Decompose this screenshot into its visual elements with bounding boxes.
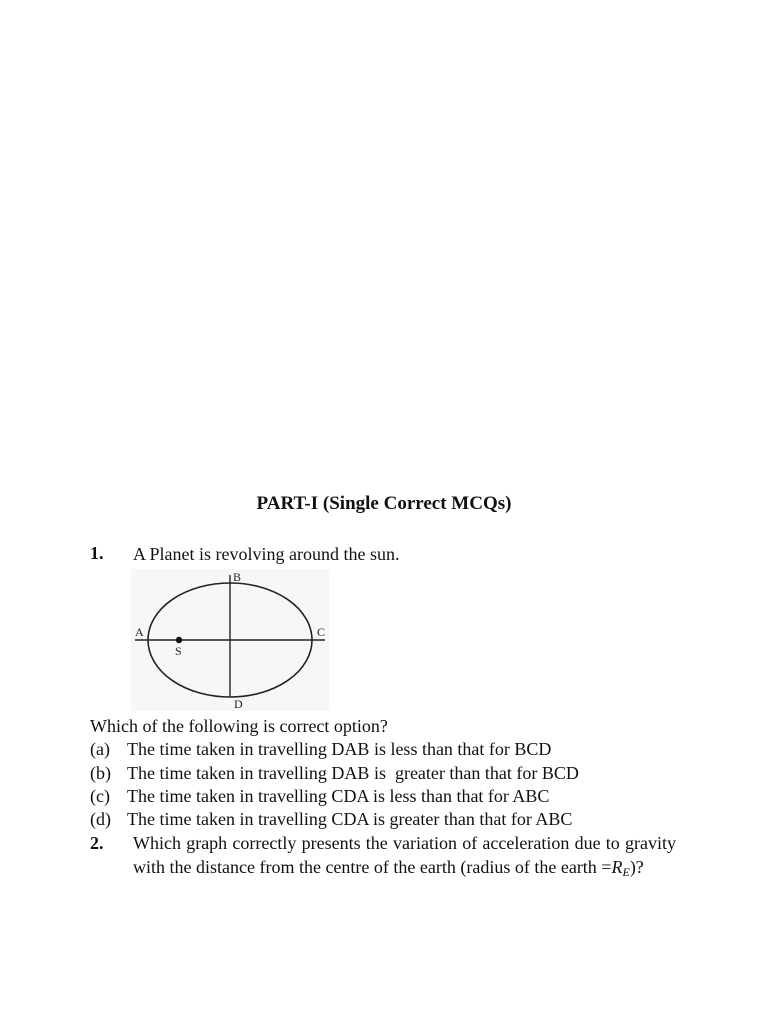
question-2-main-text: Which graph correctly presents the variation of acceleration due to gravity with the distance from the centre of the earth (radius of the earth = xyxy=(133,833,676,877)
planet-orbit-figure xyxy=(131,569,329,711)
option-d-text: The time taken in travelling CDA is greater than that for ABC xyxy=(127,809,573,829)
option-b xyxy=(90,763,579,784)
option-b-text: The time taken in travelling DAB is greater than that for BCD xyxy=(127,763,579,783)
label-a: A xyxy=(135,625,144,639)
question-1-stem: Which of the following is correct option? xyxy=(90,716,388,736)
section-heading: PART-I (Single Correct MCQs) xyxy=(256,493,512,514)
option-d xyxy=(90,809,572,830)
option-c xyxy=(90,786,549,807)
option-b-label: (b) xyxy=(90,763,111,783)
question-2-text xyxy=(133,832,676,884)
label-s: S xyxy=(175,644,182,658)
radius-symbol: R xyxy=(611,856,623,877)
option-a-text: The time taken in travelling DAB is less than that for BCD xyxy=(127,739,552,759)
label-d: D xyxy=(234,697,243,711)
question-2-number: 2. xyxy=(90,833,104,853)
orbit-diagram xyxy=(131,569,329,711)
question-1-number: 1. xyxy=(90,543,104,563)
radius-subscript: E xyxy=(622,864,630,879)
option-d-label: (d) xyxy=(90,809,111,829)
option-c-text: The time taken in travelling CDA is less than that for ABC xyxy=(127,786,550,806)
option-c-label: (c) xyxy=(90,786,110,806)
option-a-label: (a) xyxy=(90,739,110,759)
label-b: B xyxy=(233,570,242,584)
question-2-end-text: )? xyxy=(629,856,644,877)
label-c: C xyxy=(317,625,326,639)
option-a xyxy=(90,739,551,760)
sun-point xyxy=(176,637,182,643)
question-1-text: A Planet is revolving around the sun. xyxy=(133,544,400,564)
